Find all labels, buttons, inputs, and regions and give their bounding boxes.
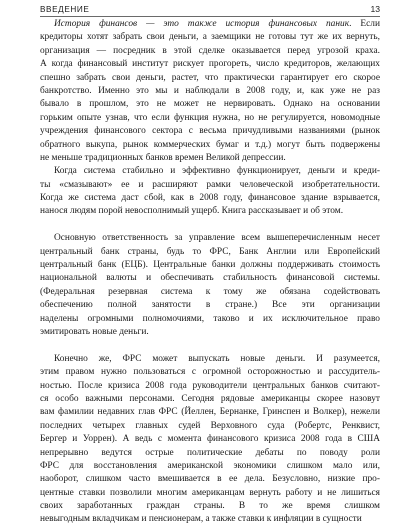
- text-line: [40, 473, 380, 486]
- paragraph: [40, 353, 380, 527]
- paragraph: [40, 18, 380, 165]
- text-run: Основную ответственность за управление всем вышеперечисленным несет: [54, 233, 380, 244]
- paragraph-gap: [40, 219, 380, 232]
- text-line: [40, 420, 380, 433]
- text-line: [40, 72, 380, 85]
- text-run: центральный банк (ЕЦБ). Центральные банки должны поддерживать стоимость: [40, 260, 380, 271]
- text-line: [40, 139, 380, 152]
- running-head: [40, 2, 380, 16]
- text-run: центральный банк страны, будь то ФРС, Банк Англии или Европейский: [40, 246, 380, 257]
- text-run: наделены огромными полномочиями, таково и их исключительное право: [40, 313, 380, 324]
- text-line: [40, 286, 380, 299]
- italic-run: История финансов — это также история финансовых паник: [54, 19, 350, 29]
- text-run: ФРС для восстановления американской экономики слишком мало или,: [40, 460, 380, 471]
- text-line: [40, 246, 380, 259]
- text-line: [40, 85, 380, 98]
- text-run: национальной валюты и обеспечивать стабильность финансовой системы.: [40, 273, 380, 284]
- text-run: А когда финансовый институт рискует прогореть, число кредиторов, желающих: [40, 59, 380, 70]
- text-line: [40, 45, 380, 58]
- text-line: [40, 112, 380, 125]
- text-line: [40, 299, 380, 312]
- text-line: [40, 192, 380, 205]
- text-line: [40, 380, 380, 393]
- text-run: последних четырех главных судей Верховного суда (Робертс, Ренквист,: [40, 420, 380, 431]
- text-run: (Федеральная резервная система к тому же обязана содействовать: [40, 286, 380, 297]
- text-line: [40, 487, 380, 500]
- text-run: нанося людям порой невосполнимый ущерб. Книга рассказывает и об этом.: [40, 206, 344, 217]
- text-line: [40, 313, 380, 326]
- text-run: ты «смазывают» ее и расширяют рамки человеческой изобретательности.: [40, 179, 380, 190]
- text-line: [40, 18, 380, 31]
- text-run: обратного выкупа, рынок коммерческих бумаг и т.д.) могут быть подвержены: [40, 139, 380, 150]
- paragraph-gap: [40, 339, 380, 352]
- text-run: Конечно же, ФРС может выпускать новые деньги. И разумеется,: [54, 353, 380, 364]
- body-text: [40, 18, 380, 527]
- text-run: эмитировать новые деньги.: [40, 326, 149, 337]
- text-run: учреждения финансового сектора с весьма причудливыми названиями (рынок: [40, 126, 380, 137]
- text-run: этим правом нужно пользоваться с огромной осторожностью и рассудитель-: [40, 367, 380, 378]
- text-run: Когда система стабильно и эффективно функционирует, деньги и креди-: [54, 166, 380, 177]
- text-line: [40, 272, 380, 285]
- text-line: [40, 513, 380, 526]
- text-run: банкротство. Именно это мы и наблюдали в 2008 году, и, как уже не раз: [40, 85, 380, 96]
- text-run: ностью. После кризиса 2008 года руководители центральных банков считают-: [40, 380, 380, 391]
- text-run: спешно забрать свои деньги, растет, что практически гарантирует его скорое: [40, 72, 380, 83]
- text-run: центные ставки позволили многим американцам вернуть работу и не лишиться: [40, 487, 380, 498]
- text-run: наоборот, слишком часто вмешивается в ее дела. Безусловно, низкие про-: [40, 474, 380, 485]
- text-run: кредиторы хотят забрать свои деньги, а заемщики не готовы тут же их вернуть,: [40, 32, 380, 43]
- text-line: [40, 500, 380, 513]
- text-run: не меньше традиционных банков времен Великой депрессии.: [40, 152, 286, 163]
- text-run: невыгодным вкладчикам и пенсионерам, а также ставки к инфляции в сущности: [40, 514, 362, 525]
- text-run: горьким опыте узнав, что если функция нужна, но не регулируется, новомодные: [40, 112, 380, 123]
- text-line: [40, 433, 380, 446]
- text-run: Когда же система даст сбой, как в 2008 году, финансовое здание взрывается,: [40, 193, 380, 204]
- text-run: организация — посредник в этой сделке оказывается перед угрозой краха.: [40, 45, 380, 56]
- text-run: бывало в прошлом, это не может не нервировать. Однако на основании: [40, 99, 380, 110]
- text-line: [40, 393, 380, 406]
- text-line: [40, 31, 380, 44]
- header-rule: [40, 16, 380, 17]
- text-line: [40, 98, 380, 111]
- text-run: вам фамилии недавних глав ФРС (Йеллен, Бернанке, Гринспен и Волкер), нежели: [40, 407, 380, 418]
- text-run: . Если: [349, 19, 380, 29]
- paragraph: [40, 165, 380, 219]
- page-number: 13: [370, 4, 380, 14]
- text-run: Бергер и Уоррен). А ведь с момента финансового кризиса 2008 года в США: [40, 434, 380, 445]
- text-run: непрерывно ведутся острые политические дебаты по поводу роли: [40, 447, 380, 458]
- text-line: [40, 353, 380, 366]
- text-line: [40, 179, 380, 192]
- text-line: [40, 232, 380, 245]
- section-title: ВВЕДЕНИЕ: [40, 4, 90, 14]
- paragraph: [40, 232, 380, 339]
- text-run: ся особо важными персонами. Сегодня рядовые американцы скорее назовут: [40, 393, 380, 404]
- text-run: обеспечению полной занятости в стране.) Все эти организации: [40, 300, 380, 311]
- text-line: [40, 125, 380, 138]
- text-line: [40, 165, 380, 178]
- text-run: своих заработанных граждан страны. В то же время слишком: [40, 501, 380, 512]
- text-line: [40, 205, 380, 218]
- text-line: [40, 58, 380, 71]
- text-line: [40, 152, 380, 165]
- text-line: [40, 326, 380, 339]
- text-line: [40, 460, 380, 473]
- text-line: [40, 447, 380, 460]
- text-line: [40, 259, 380, 272]
- book-page: [40, 0, 380, 525]
- text-line: [40, 406, 380, 419]
- text-line: [40, 366, 380, 379]
